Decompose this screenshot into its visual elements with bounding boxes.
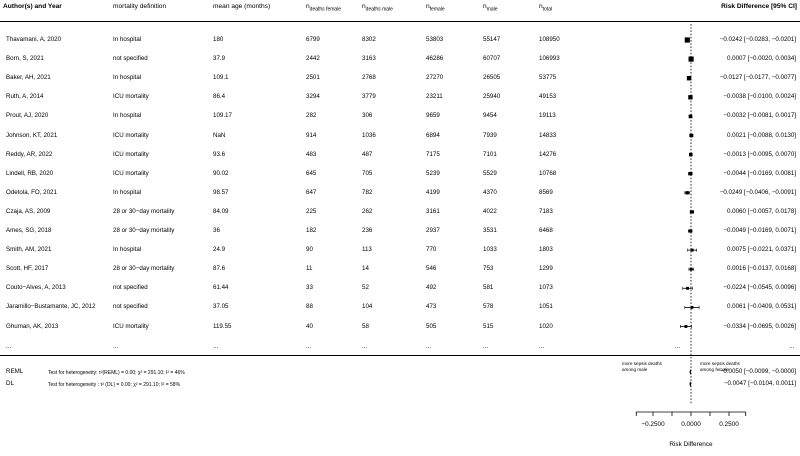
mortality-definition: ICU mortality [113,93,149,101]
mean-age: 36 [213,227,220,234]
ellipsis-cell: ... [789,343,795,350]
study-estimate-marker [689,153,693,157]
risk-difference-value: 0.0021 [−0.0088, 0.0130] [727,131,796,139]
deaths-male: 487 [362,150,373,158]
n-male: 581 [483,284,494,292]
deaths-female: 40 [306,322,313,330]
deaths-male: 104 [362,303,373,311]
ellipsis-cell: ... [306,343,312,350]
study-estimate-marker [689,172,692,175]
mean-age: 37.9 [213,55,226,63]
n-total: 1051 [539,303,553,311]
mean-age: 90.02 [213,169,229,177]
study-author: Jaramillo−Bustamante, JC, 2012 [6,303,96,311]
n-male: 4370 [483,188,497,196]
n-male: 1033 [483,246,497,254]
deaths-female: 647 [306,188,317,196]
n-total: 106993 [539,55,560,63]
col-header-risk-difference: Risk Difference [95% CI] [721,3,797,10]
risk-difference-value: −0.0044 [−0.0169, 0.0081] [723,169,796,177]
col-header-author: Author(s) and Year [3,3,62,10]
study-estimate-marker [691,249,694,252]
mortality-definition: ICU mortality [113,322,149,330]
col-header-total: $n_{total}$ [539,3,553,13]
study-estimate-marker [689,115,693,119]
mortality-definition: not specified [113,303,148,311]
deaths-male: 2768 [362,74,376,82]
n-total: 14276 [539,150,557,158]
n-male: 4022 [483,207,497,215]
mortality-definition: 28 or 30−day mortality [113,207,175,215]
study-estimate-marker [689,57,694,62]
study-author: Couto−Alves, A, 2013 [6,284,66,292]
n-female: 546 [426,265,437,273]
study-estimate-marker [690,306,693,309]
deaths-male: 58 [362,322,369,330]
mortality-definition: not specified [113,284,148,292]
summary-rd-dl: −0.0047 [−0.0104, 0.0011] [723,380,796,387]
risk-difference-value: −0.0032 [−0.0081, 0.0017] [723,112,796,120]
study-author: Czaja, AS, 2009 [6,207,51,215]
study-estimate-marker [690,134,694,138]
mean-age: 93.6 [213,150,226,158]
study-author: Thavamani, A, 2020 [6,36,62,43]
risk-difference-value: −0.0249 [−0.0406, −0.0091] [719,188,796,196]
study-estimate-marker [686,191,689,194]
summary-test-reml: Test for heterogeneity: τ²(REML) = 0.00; χ² = 291.10; I² = 46% [48,370,185,376]
deaths-male: 782 [362,188,373,196]
study-author: Lindell, RB, 2020 [6,169,54,177]
n-male: 3531 [483,227,497,234]
mean-age: 180 [213,36,224,43]
deaths-female: 3294 [306,93,320,101]
n-male: 7939 [483,131,497,139]
mean-age: 98.57 [213,188,229,196]
study-estimate-marker [686,287,689,290]
deaths-female: 33 [306,284,313,292]
deaths-female: 2501 [306,74,320,82]
col-header-age: mean age (months) [213,3,271,10]
n-total: 49153 [539,93,557,101]
n-female: 492 [426,284,437,292]
ellipsis-cell: ... [213,343,219,350]
deaths-male: 236 [362,227,373,234]
deaths-female: 225 [306,207,317,215]
risk-difference-value: 0.0016 [−0.0137, 0.0168] [727,265,796,273]
study-author: Baker, AH, 2021 [6,74,51,82]
study-author: Smith, AM, 2021 [6,246,52,254]
study-author: Odetola, FO, 2021 [6,188,57,196]
col-header-female: $n_{female}$ [426,3,445,13]
risk-difference-value: −0.0224 [−0.0545, 0.0096] [723,284,796,292]
risk-difference-value: −0.0038 [−0.0100, 0.0024] [723,93,796,101]
study-author: Prout, AJ, 2020 [6,112,49,120]
col-header-mortality: mortality definition [113,3,167,10]
ellipsis-cell: ... [675,343,681,350]
x-axis-tick-label: −0.2500 [641,421,665,428]
risk-difference-value: 0.0060 [−0.0057, 0.0178] [727,207,796,215]
mean-age: 61.44 [213,284,229,292]
mean-age: 84.09 [213,207,229,215]
n-total: 1803 [539,246,553,254]
annotation-female: more sepsis deaths among female [700,361,740,372]
study-author: Born, S, 2021 [6,55,44,63]
deaths-male: 14 [362,265,369,273]
col-header-deaths-female: $n_{deaths female}$ [306,3,342,13]
n-female: 23211 [426,93,443,101]
annotation-male: more sepsis deaths among male [622,361,662,372]
mortality-definition: 28 or 30−day mortality [113,227,175,234]
n-male: 26505 [483,74,501,82]
x-axis-label: Risk Difference [669,441,713,448]
n-male: 753 [483,265,494,273]
deaths-male: 113 [362,246,372,254]
n-female: 4199 [426,188,440,196]
ellipsis-cell: ... [6,343,12,350]
ellipsis-cell: ... [539,343,545,350]
mean-age: 119.55 [213,322,232,330]
n-female: 7175 [426,150,440,158]
mean-age: 37.05 [213,303,229,311]
n-total: 8569 [539,188,553,196]
n-female: 27270 [426,74,444,82]
deaths-male: 262 [362,207,373,215]
x-axis-tick-label: 0.2500 [719,421,739,428]
col-header-deaths-male: $n_{deaths male}$ [362,3,393,13]
mortality-definition: In hospital [113,36,142,43]
summary-test-dl: Test for heterogeneity : τ² (DL) = 0.00; χ² = 291.10; I² = 58% [48,382,181,388]
n-total: 53775 [539,74,557,82]
study-author: Scott, HF, 2017 [6,265,49,273]
deaths-female: 88 [306,303,313,311]
n-male: 578 [483,303,494,311]
n-total: 1020 [539,322,553,330]
col-header-male: $n_{male}$ [483,3,498,13]
mortality-definition: not specified [113,55,148,63]
deaths-male: 8302 [362,36,376,43]
summary-rd-reml: −0.0050 [−0.0099, −0.0000] [719,368,796,375]
n-male: 515 [483,322,494,330]
n-total: 19113 [539,112,556,120]
risk-difference-value: −0.0127 [−0.0177, −0.0077] [719,74,796,82]
n-female: 3161 [426,207,440,215]
mortality-definition: ICU mortality [113,150,149,158]
risk-difference-value: −0.0013 [−0.0095, 0.0070] [723,150,796,158]
deaths-male: 52 [362,284,369,292]
risk-difference-value: 0.0061 [−0.0409, 0.0531] [727,303,796,311]
deaths-male: 1036 [362,131,376,139]
study-estimate-marker [684,325,687,328]
deaths-male: 705 [362,169,373,177]
study-estimate-marker [689,229,692,232]
deaths-female: 182 [306,227,317,234]
deaths-male: 306 [362,112,373,120]
n-male: 7101 [483,150,497,158]
deaths-female: 645 [306,169,317,177]
n-total: 108950 [539,36,560,43]
risk-difference-value: −0.0049 [−0.0169, 0.0071] [723,227,796,234]
mortality-definition: In hospital [113,74,142,82]
ellipsis-cell: ... [483,343,489,350]
n-total: 14833 [539,131,557,139]
study-author: Ames, SG, 2018 [6,227,52,234]
mortality-definition: ICU mortality [113,131,149,139]
n-total: 7183 [539,207,553,215]
summary-label-reml: REML [6,368,24,375]
n-total: 1073 [539,284,553,292]
deaths-female: 11 [306,265,313,273]
n-female: 46286 [426,55,444,63]
deaths-male: 3779 [362,93,376,101]
n-female: 2937 [426,227,440,234]
risk-difference-value: 0.0007 [−0.0020, 0.0034] [727,55,796,63]
study-estimate-marker [690,210,693,213]
deaths-female: 90 [306,246,313,254]
study-author: Reddy, AR, 2022 [6,150,53,158]
ellipsis-cell: ... [426,343,432,350]
x-axis-tick-label: 0.0000 [681,421,701,428]
mortality-definition: 28 or 30−day mortality [113,265,175,273]
study-estimate-marker [688,95,692,99]
n-total: 1299 [539,265,553,273]
mean-age: 109.17 [213,112,232,120]
n-male: 55147 [483,36,501,43]
mean-age: 109.1 [213,74,229,82]
risk-difference-value: −0.0334 [−0.0695, 0.0026] [723,322,796,330]
study-author: Ruth, A, 2014 [6,93,44,101]
deaths-female: 2442 [306,55,320,63]
mortality-definition: In hospital [113,112,142,120]
ellipsis-cell: ... [362,343,368,350]
mean-age: 87.6 [213,265,226,273]
n-female: 473 [426,303,437,311]
n-female: 5239 [426,169,440,177]
n-male: 25940 [483,93,501,101]
deaths-female: 6799 [306,36,320,43]
mean-age: NaN [213,131,226,139]
risk-difference-value: −0.0242 [−0.0283, −0.0201] [719,36,796,43]
n-male: 9454 [483,112,497,120]
n-female: 53803 [426,36,444,43]
deaths-female: 282 [306,112,317,120]
n-male: 5529 [483,169,497,177]
study-author: Johnson, KT, 2021 [6,131,58,139]
study-estimate-marker [685,37,690,42]
study-author: Ghuman, AK, 2013 [6,322,59,330]
n-male: 60707 [483,55,501,63]
deaths-female: 914 [306,131,317,139]
n-female: 770 [426,246,437,254]
mean-age: 24.9 [213,246,226,254]
summary-label-dl: DL [6,380,14,387]
deaths-male: 3163 [362,55,376,63]
n-female: 505 [426,322,437,330]
n-total: 10768 [539,169,557,177]
mortality-definition: ICU mortality [113,169,149,177]
mean-age: 86.4 [213,93,226,101]
mortality-definition: In hospital [113,188,142,196]
study-estimate-marker [690,268,693,271]
risk-difference-value: 0.0075 [−0.0221, 0.0371] [727,246,796,254]
deaths-female: 483 [306,150,317,158]
n-female: 9659 [426,112,440,120]
ellipsis-cell: ... [113,343,119,350]
n-female: 6894 [426,131,440,139]
n-total: 6468 [539,227,553,234]
study-estimate-marker [687,76,691,80]
mortality-definition: In hospital [113,246,142,254]
